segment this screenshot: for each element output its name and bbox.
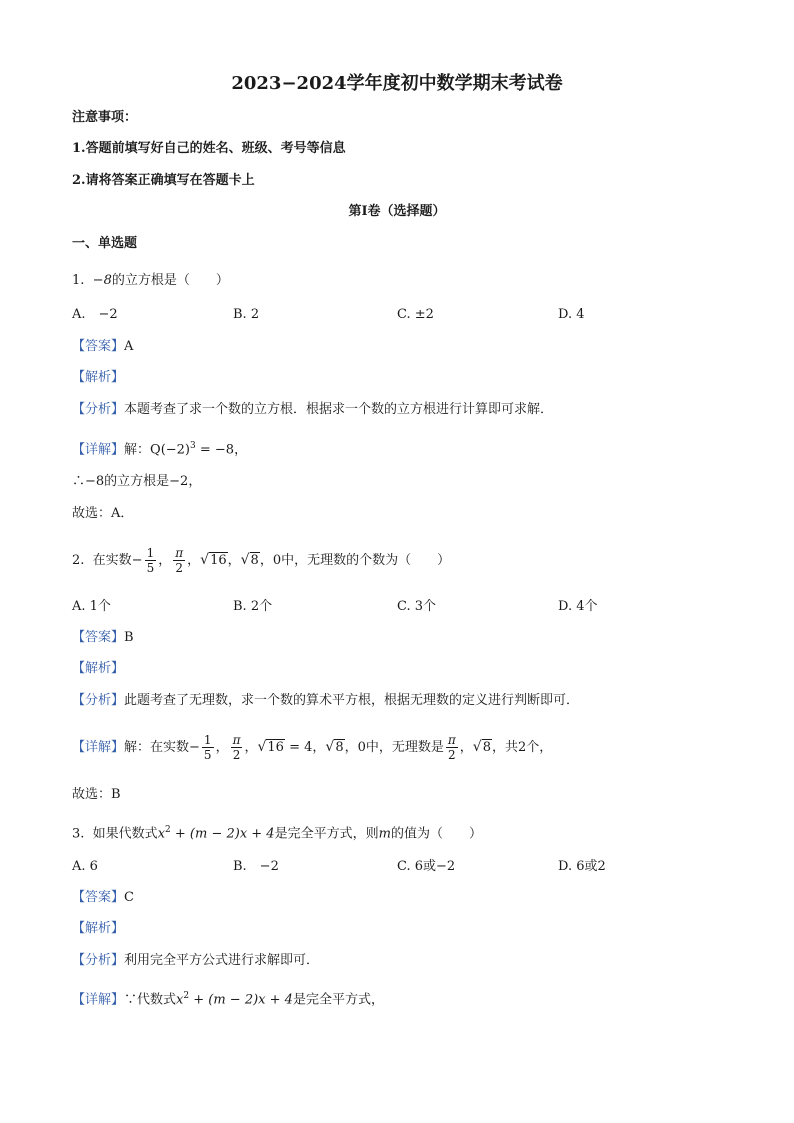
q3-analysis: [72, 920, 124, 938]
q1-detail: [72, 437, 247, 459]
q3-detail: [72, 987, 384, 1009]
option-d: D. 6或2: [558, 859, 606, 874]
detail-rest: = −8，: [199, 442, 248, 458]
notes-item-2: 2.请将答案正确填写在答题卡上: [72, 173, 255, 188]
detail-base: (−2): [160, 442, 190, 458]
denominator: 5: [203, 748, 212, 762]
question-text: 如果代数式: [92, 826, 158, 842]
option-a: A. 1个: [72, 599, 111, 614]
radicand: 8: [482, 740, 491, 755]
question-text: ，0中，无理数的个数为（ ）: [259, 553, 451, 568]
sqrt-expression: [325, 730, 344, 765]
sqrt-expression: [241, 543, 260, 578]
fraction: [173, 546, 185, 575]
answer-tag: 【答案】: [72, 890, 125, 905]
math-variable: x: [157, 826, 166, 842]
separator: ，: [312, 740, 326, 755]
answer-value: B: [124, 630, 134, 645]
denominator: 2: [175, 561, 183, 575]
sqrt-expression: [200, 543, 227, 578]
answer-value: A: [124, 339, 134, 354]
option-d: D. 4个: [558, 599, 598, 614]
numerator: π: [232, 733, 241, 747]
q1-fenxi: [72, 401, 553, 419]
math-variable: x: [176, 992, 184, 1008]
denominator: 5: [146, 561, 155, 575]
question-1-stem: [72, 272, 229, 290]
fraction: [231, 733, 243, 762]
question-number: 2.: [72, 553, 85, 568]
option-d: D. 4: [558, 307, 585, 322]
section-heading: 一、单选题: [72, 236, 138, 251]
detail-text: ，共2个，: [492, 740, 553, 755]
math-exponent: 2: [165, 825, 171, 835]
radical-icon: √: [325, 739, 335, 755]
sqrt-expression: [257, 730, 284, 765]
separator: ，: [158, 553, 172, 568]
notes-item-1: 1.答题前填写好自己的姓名、班级、考号等信息: [72, 141, 346, 156]
q1-answer: [72, 338, 133, 356]
separator: ，: [215, 740, 229, 755]
analysis-tag: 【解析】: [72, 661, 125, 676]
answer-value: C: [124, 890, 134, 905]
question-3-stem: [72, 821, 482, 843]
q2-analysis: [72, 660, 124, 678]
detail-text: 是完全平方式，: [292, 992, 384, 1008]
radicand: 8: [335, 740, 344, 755]
question-text: 的值为（ ）: [390, 826, 482, 842]
option-c: C. 6或−2: [397, 859, 456, 874]
volume-heading: 第I卷（选择题）: [348, 204, 446, 219]
denominator: 2: [232, 748, 241, 762]
numerator: π: [447, 733, 456, 747]
separator: ，: [187, 553, 201, 568]
detail-text: ∵代数式: [124, 992, 177, 1008]
q1-analysis: [72, 369, 124, 387]
xiangjie-tag: 【详解】: [72, 992, 125, 1008]
fenxi-tag: 【分析】: [72, 953, 125, 968]
radical-icon: √: [200, 552, 210, 568]
q2-fenxi: [72, 692, 579, 710]
fenxi-text: 本题考查了求一个数的立方根．根据求一个数的立方根进行计算即可求解．: [124, 402, 554, 417]
q2-answer: [72, 629, 134, 647]
xiangjie-tag: 【详解】: [72, 442, 125, 458]
radical-icon: √: [240, 552, 250, 568]
option-b: B. 2个: [233, 599, 273, 614]
q2-detail: [72, 730, 552, 765]
question-2-stem: [72, 543, 450, 578]
option-a: A. 6: [72, 859, 98, 874]
separator: ，: [459, 740, 473, 755]
detail-text: 解：在实数−: [124, 740, 200, 755]
math-expression: + (m − 2)x + 4: [170, 826, 275, 842]
answer-tag: 【答案】: [72, 630, 125, 645]
analysis-tag: 【解析】: [72, 921, 125, 936]
fenxi-tag: 【分析】: [72, 693, 125, 708]
fraction: [446, 733, 458, 762]
fenxi-tag: 【分析】: [72, 402, 125, 417]
option-b: B. 2: [233, 307, 260, 322]
option-a: A. −2: [72, 307, 118, 322]
sqrt-expression: [473, 730, 492, 765]
answer-tag: 【答案】: [72, 339, 125, 354]
question-number: 3.: [72, 826, 85, 842]
q1-line2: ∴−8的立方根是−2，: [72, 474, 202, 489]
radical-icon: √: [472, 739, 482, 755]
q1-line3: 故选：A．: [72, 506, 134, 521]
numerator: 1: [146, 546, 155, 560]
page-title: 2023−2024学年度初中数学期末考试卷: [231, 73, 563, 94]
analysis-tag: 【解析】: [72, 370, 125, 385]
question-text: 在实数−: [92, 553, 143, 568]
q3-answer: [72, 889, 134, 907]
fenxi-text: 利用完全平方公式进行求解即可．: [124, 953, 320, 968]
numerator: π: [175, 546, 184, 560]
radical-icon: √: [257, 739, 267, 755]
radicand: 16: [210, 553, 227, 568]
fraction: [145, 546, 157, 575]
question-number: 1.: [72, 273, 85, 288]
detail-prefix: 解：Q: [124, 442, 161, 458]
math-exponent: 2: [183, 991, 190, 1001]
question-text: 的立方根是（ ）: [111, 273, 229, 288]
option-c: C. 3个: [397, 599, 437, 614]
denominator: 2: [448, 748, 456, 762]
detail-text: ，0中，无理数是: [344, 740, 444, 755]
option-c: C. ±2: [397, 307, 434, 322]
radicand: 16: [267, 740, 284, 755]
math-variable: m: [378, 826, 391, 842]
q2-line3: 故选：B: [72, 787, 121, 802]
q3-fenxi: [72, 952, 319, 970]
fenxi-text: 此题考查了无理数，求一个数的算术平方根，根据无理数的定义进行判断即可．: [124, 693, 580, 708]
notes-heading: 注意事项：: [72, 110, 138, 125]
detail-exponent: 3: [190, 441, 196, 451]
radicand: 8: [250, 553, 259, 568]
equals-value: = 4: [284, 740, 313, 755]
numerator: 1: [203, 733, 212, 747]
option-b: B. −2: [233, 859, 279, 874]
question-text: 是完全平方式，则: [274, 826, 379, 842]
xiangjie-tag: 【详解】: [72, 740, 125, 755]
math-expression: + (m − 2)x + 4: [189, 992, 293, 1008]
separator: ，: [244, 740, 258, 755]
math-expression: −8: [92, 273, 112, 288]
separator: ，: [227, 553, 241, 568]
fraction: [202, 733, 214, 762]
